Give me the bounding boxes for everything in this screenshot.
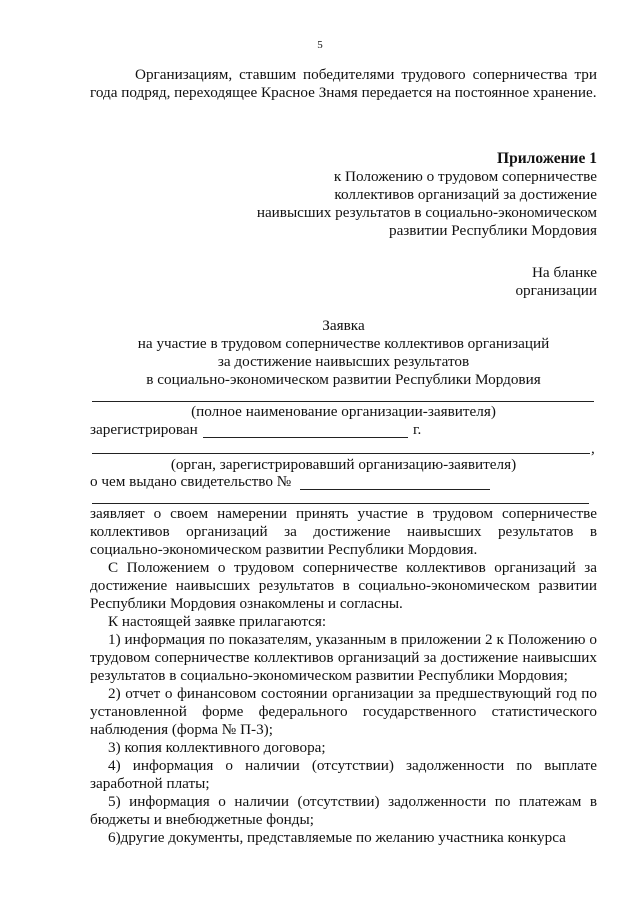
application-subtitle-line: за достижение наивысших результатов: [217, 353, 470, 370]
certificate-fill-line: [300, 489, 490, 490]
org-name-fill-line: [92, 401, 594, 402]
application-subtitle-line: в социально-экономическом развитии Республики Мордовия: [146, 371, 541, 388]
appendix-title: Приложение 1: [497, 150, 597, 167]
application-title: Заявка: [322, 317, 365, 334]
registrar-caption: (орган, зарегистрировавший организацию-заявителя): [170, 456, 517, 473]
application-subtitle-line: на участие в трудовом соперничестве коллективов организаций: [137, 335, 550, 352]
certificate-extra-fill-line: [92, 503, 589, 504]
appendix-reference: [177, 168, 597, 240]
attachment-item: 5) информация о наличии (отсутствии) задолженности по платежам в бюджеты и внебюджетные фонды;: [90, 793, 597, 828]
registrar-comma: ,: [591, 440, 595, 457]
page-number: 5: [317, 39, 323, 51]
appendix-line: наивысших результатов в социально-экономическом: [256, 204, 597, 221]
appendix-line: коллективов организаций за достижение: [334, 186, 597, 203]
attachment-item: 2) отчет о финансовом состоянии организации за предшествующий год по установленной форме федерального государственного статистического наблюдения (форма № П-3);: [90, 685, 597, 738]
letterhead-note: [397, 264, 597, 300]
attachment-item: 4) информация о наличии (отсутствии) задолженности по выплате заработной платы;: [90, 757, 597, 792]
application-heading: [90, 317, 597, 389]
letterhead-line: организации: [515, 282, 597, 299]
acknowledgement-text: С Положением о трудовом соперничестве коллективов организаций за достижение наивысших результатов в социально-экономическом развитии Республики Мордовия ознакомлены и согласны.: [90, 559, 597, 612]
org-name-caption: (полное наименование организации-заявителя): [191, 403, 496, 420]
appendix-line: к Положению о трудовом соперничестве: [333, 168, 597, 185]
attachment-item: 1) информация по показателям, указанным в приложении 2 к Положению о трудовом соперничестве коллективов организаций за достижение наивысших результатов в социально-экономическом развитии Республики Мордовия;: [90, 631, 597, 684]
registered-fill-line: [203, 437, 408, 438]
attachments-intro: К настоящей заявке прилагаются:: [108, 613, 327, 630]
registered-label: зарегистрирован: [90, 421, 198, 438]
attachment-item: 3) копия коллективного договора;: [108, 739, 326, 756]
intro-paragraph: [90, 66, 597, 102]
attachment-item: 6)другие документы, представляемые по желанию участника конкурса: [108, 829, 566, 846]
registered-suffix: г.: [413, 421, 422, 438]
letterhead-line: На бланке: [531, 264, 597, 281]
registrar-fill-line: [92, 453, 590, 454]
intro-paragraph-text: Организациям, ставшим победителями трудового соперничества три года подряд, переходящее Красное Знамя передается на постоянное хранение.: [90, 66, 597, 101]
declaration-text: заявляет о своем намерении принять участие в трудовом соперничестве коллективов организаций за достижение наивысших результатов в социально-экономическом развитии Республики Мордовия.: [90, 505, 597, 558]
appendix-line: развитии Республики Мордовия: [388, 222, 597, 239]
certificate-label: о чем выдано свидетельство №: [90, 473, 292, 490]
application-body: [90, 505, 597, 847]
